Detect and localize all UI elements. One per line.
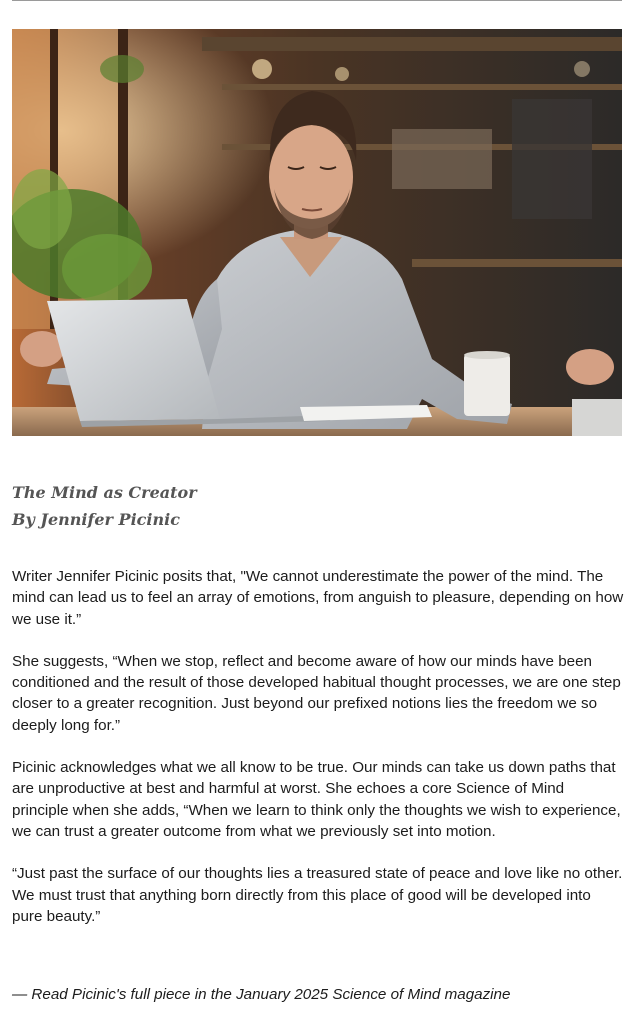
article-paragraph: Writer Jennifer Picinic posits that, "We cannot underestimate the power of the mind. The mind can lead us to feel an array of emotions, from anguish to pleasure, depending on how we use it.”	[12, 568, 624, 628]
article-paragraph: She suggests, “When we stop, reflect and become aware of how our minds have been conditioned and the result of those developed habitual thought processes, we are one step closer to a greater recognition. Just beyond our prefixed notions lies the freedom we so deeply long for.”	[12, 652, 621, 734]
article-headline	[12, 479, 612, 533]
hero-image	[12, 29, 622, 436]
article-body	[12, 566, 624, 948]
read-more-note: — Read Picinic's full piece in the January 2025 Science of Mind magazine	[12, 986, 511, 1003]
top-divider	[12, 0, 622, 1]
article-title: The Mind as Creator	[12, 483, 197, 502]
article-paragraph: Picinic acknowledges what we all know to be true. Our minds can take us down paths that are unproductive at best and harmful at worst. She echoes a core Science of Mind principle when she adds, “When we learn to think only the thoughts we wish to experience, we can trust a greater outcome from what we previously set into motion.	[12, 759, 621, 840]
article-byline: By Jennifer Picinic	[12, 510, 180, 529]
article-paragraph: “Just past the surface of our thoughts lies a treasured state of peace and love like no other. We must trust that anything born directly from this place of good will be developed into pure beauty.”	[12, 865, 623, 925]
